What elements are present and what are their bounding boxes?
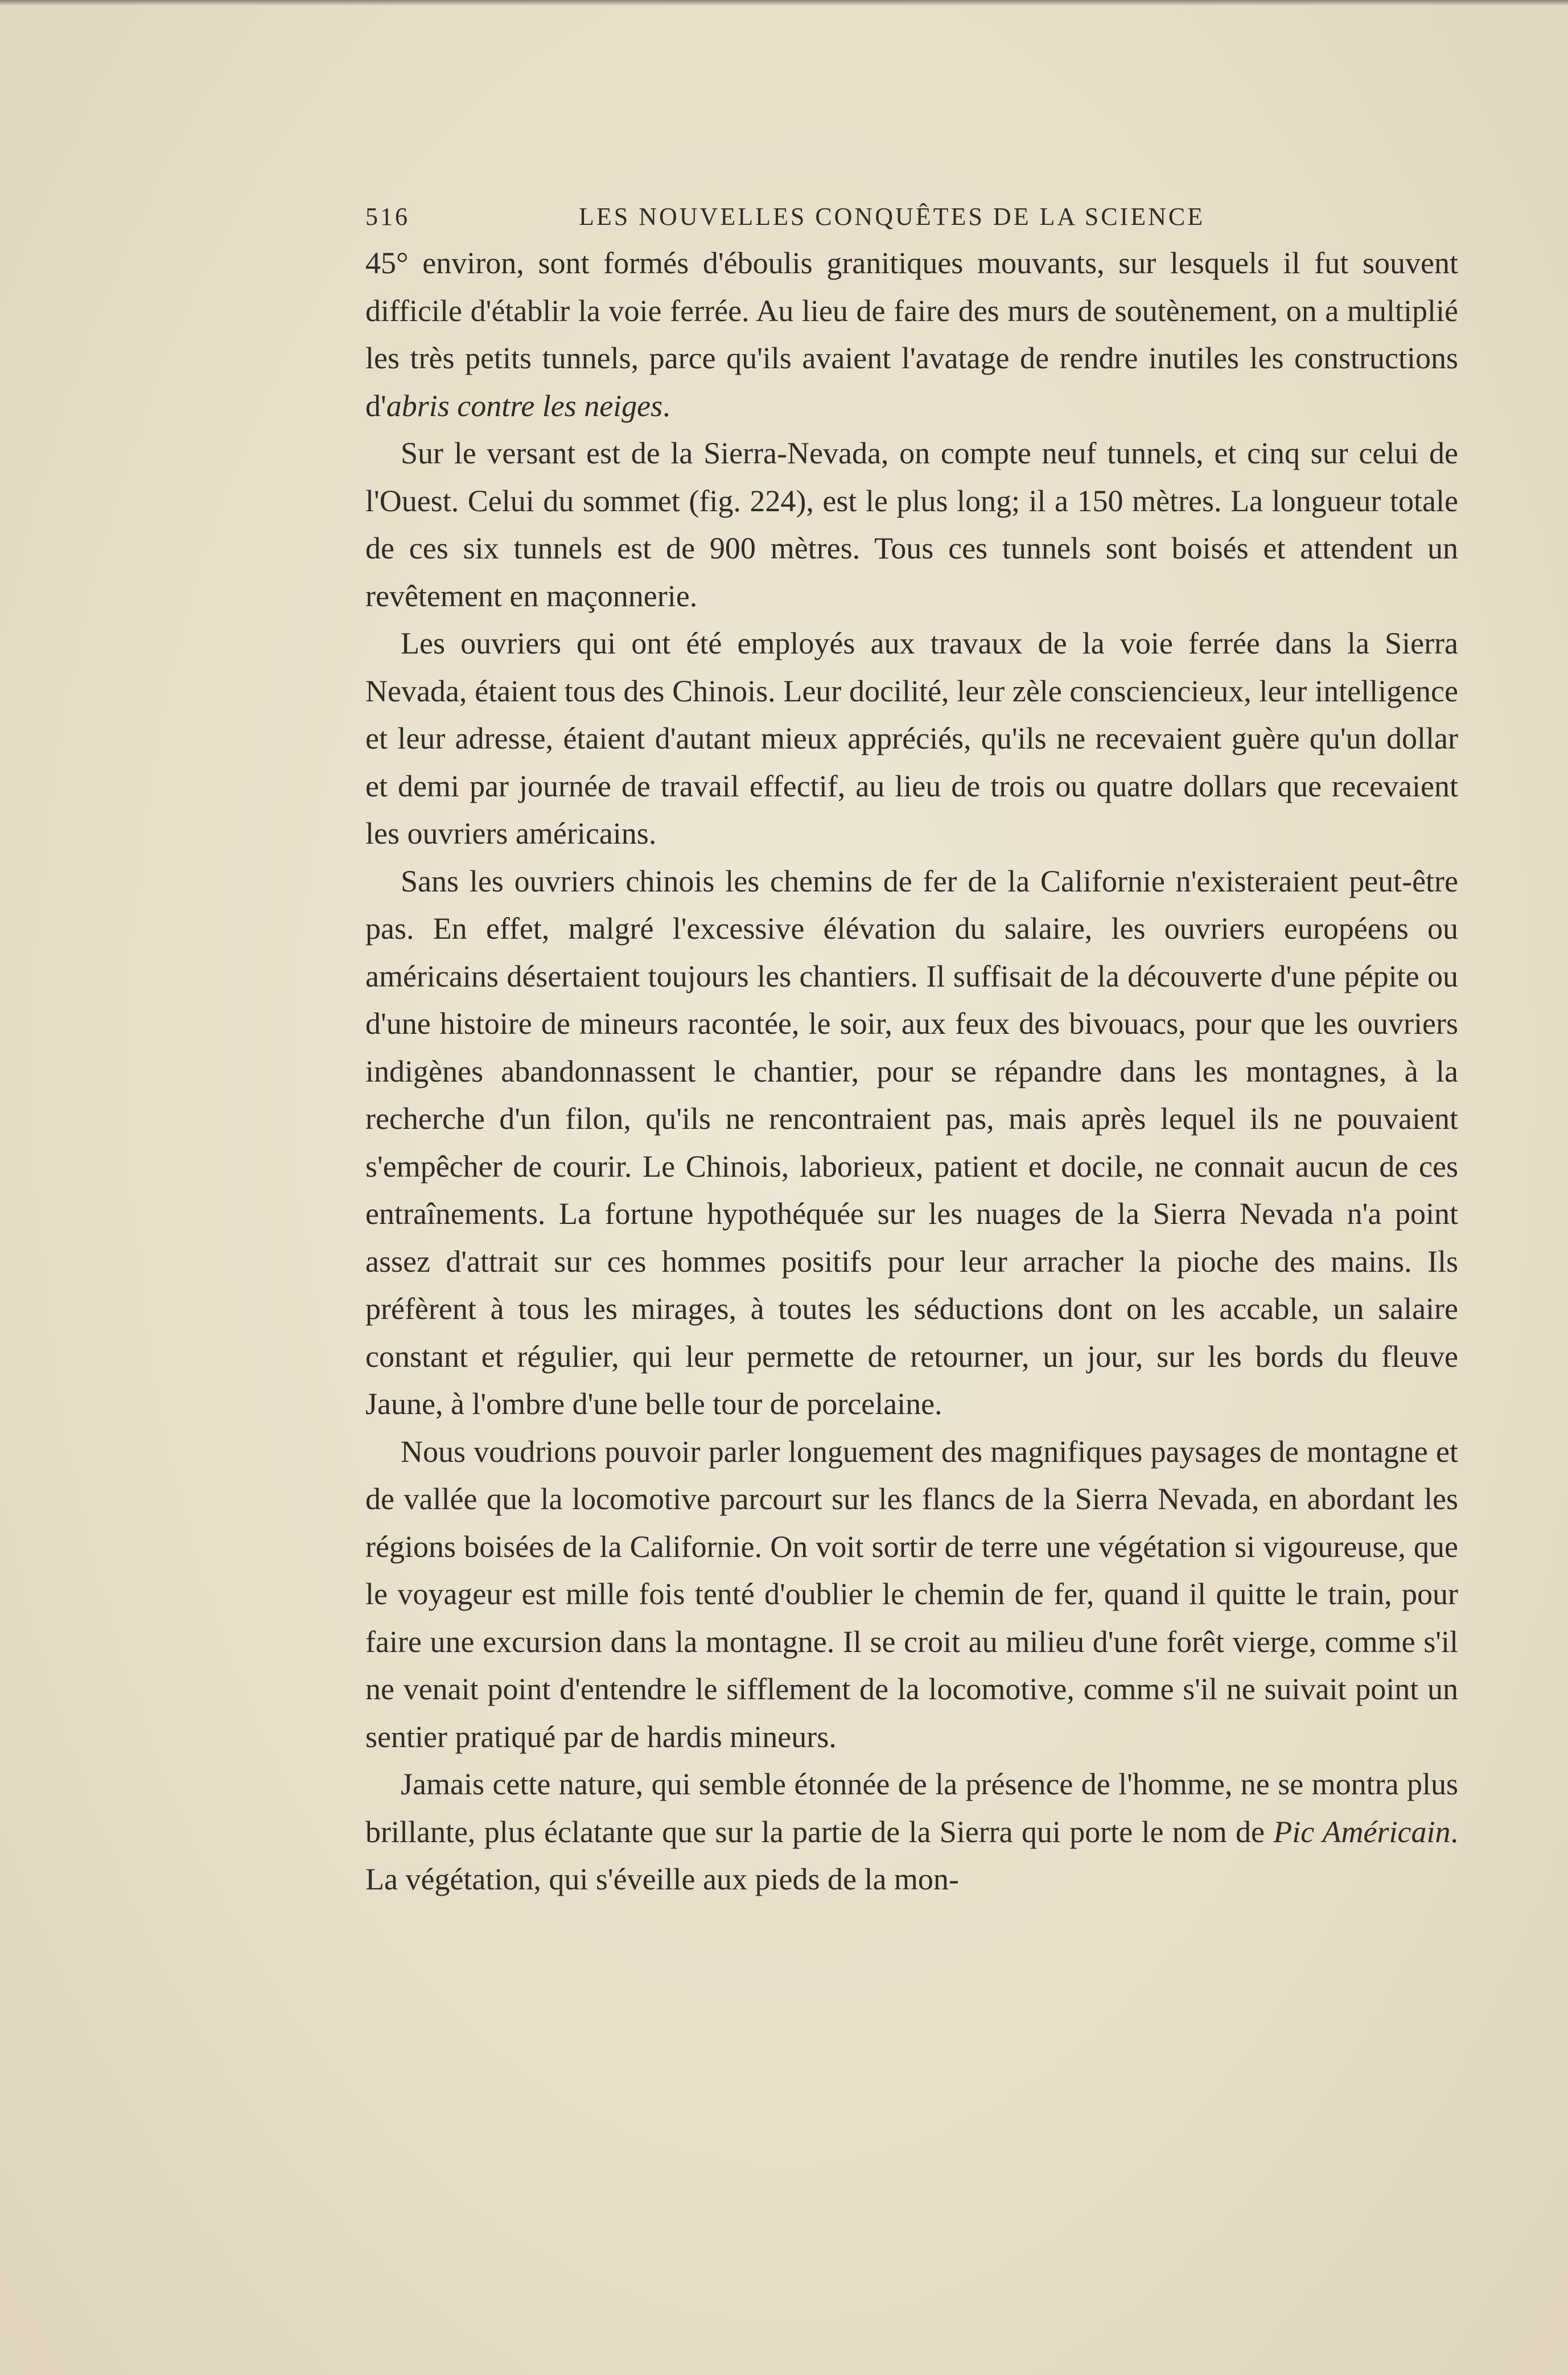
paragraph-3: Les ouvriers qui ont été employés aux travaux de la voie ferrée dans la Sierra Nevada, étaient tous des Chinois. Leur docilité, leur zèle consciencieux, leur intelligence et leur adresse, étaient d'autant mieux appréciés, qu'ils ne recevaient guère qu'un dollar et demi par journée de travail effectif, au lieu de trois ou quatre dollars que recevaient les ouvriers américains.	[365, 626, 1458, 850]
running-head	[365, 196, 1458, 236]
italic-phrase-pic-americain: Pic Américain	[1273, 1814, 1451, 1849]
page-number: 516	[365, 203, 410, 231]
paragraph-4: Sans les ouvriers chinois les chemins de fer de la Californie n'existeraient peut-être pas. En effet, malgré l'excessive élévation du salaire, les ouvriers européens ou américains désertaient toujours les chantiers. Il suffisait de la découverte d'une pépite ou d'une histoire de mineurs racontée, le soir, aux feux des bivouacs, pour que les ouvriers indigènes abandonnassent le chantier, pour se répandre dans les montagnes, à la recherche d'un filon, qu'ils ne rencontraient pas, mais après lequel ils ne pouvaient s'empêcher de courir. Le Chinois, laborieux, patient et docile, ne connait aucun de ces entraînements. La fortune hypothéquée sur les nuages de la Sierra Nevada n'a point assez d'attrait sur ces hommes positifs pour leur arracher la pioche des mains. Ils préfèrent à tous les mirages, à toutes les séductions dont on les accable, un salaire constant et régulier, qui leur permette de retourner, un jour, sur les bords du fleuve Jaune, à l'ombre d'une belle tour de porcelaine.	[365, 864, 1458, 1421]
paragraph-2: Sur le versant est de la Sierra-Nevada, on compte neuf tunnels, et cinq sur celui de l'Ouest. Celui du sommet (fig. 224), est le plus long; il a 150 mètres. La longueur totale de ces six tunnels est de 900 mètres. Tous ces tunnels sont boisés et attendent un revêtement en maçonnerie.	[365, 436, 1458, 613]
running-head-title: LES NOUVELLES CONQUÊTES DE LA SCIENCE	[579, 203, 1205, 231]
text-block	[365, 196, 1458, 1904]
page-top-edge	[0, 0, 1568, 6]
body-text	[365, 240, 1458, 1904]
italic-phrase-abris: abris contre les neiges	[386, 388, 663, 423]
paragraph-1: 45° environ, sont formés d'éboulis granitiques mouvants, sur lesquels il fut souvent difficile d'établir la voie ferrée. Au lieu de faire des murs de soutènement, on a multiplié les très petits tunnels, parce qu'ils avaient l'avatage de rendre inutiles les constructions d'abris contre les neiges.	[365, 246, 1458, 423]
paragraph-6: Jamais cette nature, qui semble étonnée de la présence de l'homme, ne se montra plus brillante, plus éclatante que sur la partie de la Sierra qui porte le nom de Pic Américain. La végétation, qui s'éveille aux pieds de la mon-	[365, 1767, 1458, 1896]
paragraph-5: Nous voudrions pouvoir parler longuement des magnifiques paysages de montagne et de vallée que la locomotive parcourt sur les flancs de la Sierra Nevada, en abordant les régions boisées de la Californie. On voit sortir de terre une végétation si vigoureuse, que le voyageur est mille fois tenté d'oublier le chemin de fer, quand il quitte le train, pour faire une excursion dans la montagne. Il se croit au milieu d'une forêt vierge, comme s'il ne venait point d'entendre le sifflement de la locomotive, comme s'il ne suivait point un sentier pratiqué par de hardis mineurs.	[365, 1434, 1458, 1754]
